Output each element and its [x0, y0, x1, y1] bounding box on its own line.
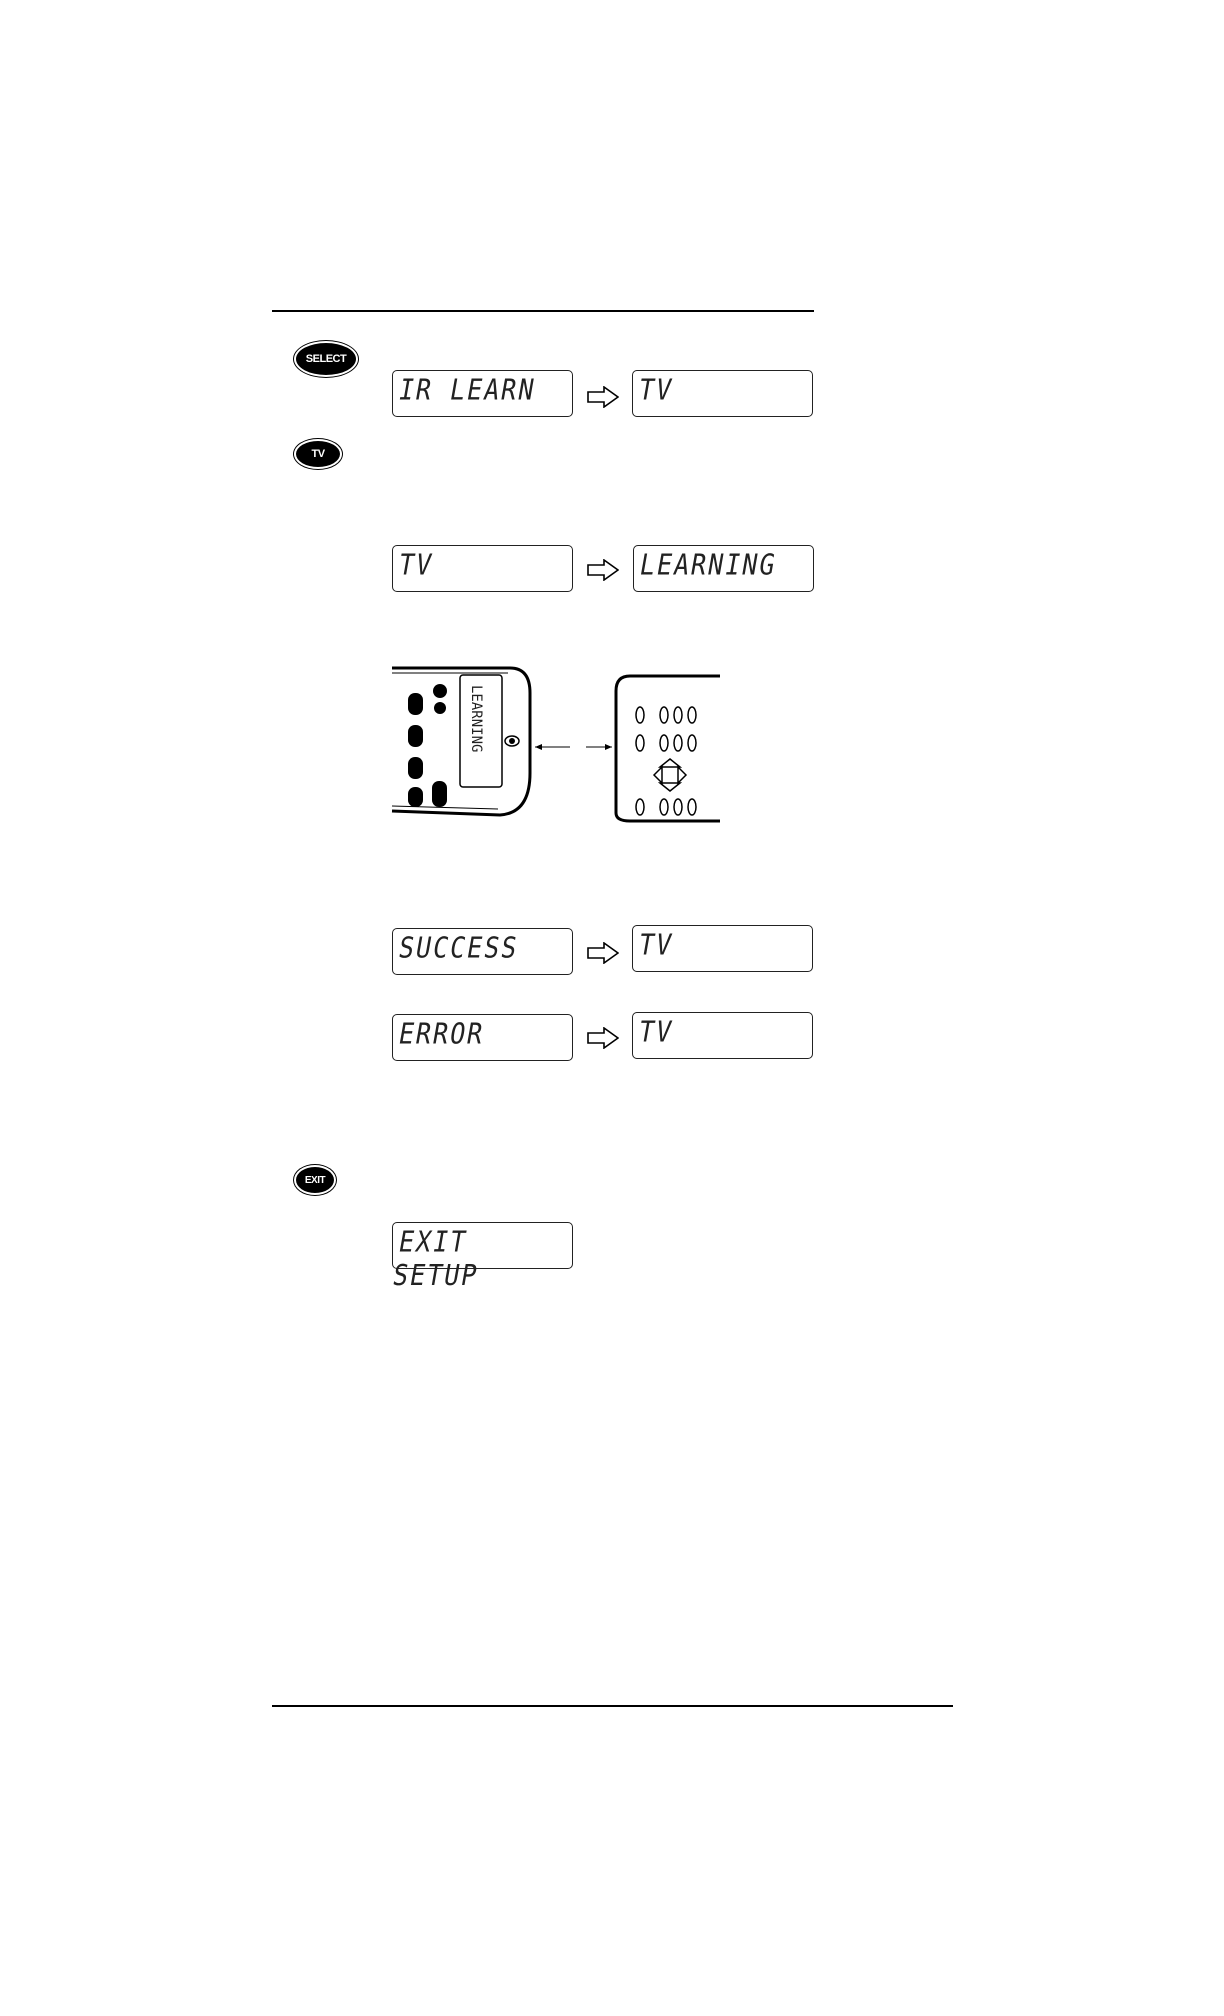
select-button[interactable]: SELECT — [294, 341, 358, 377]
display-tv — [632, 1012, 813, 1059]
display-text: IR LEARN — [396, 373, 539, 407]
display-learning — [633, 545, 814, 592]
tv-button[interactable]: TV — [294, 439, 342, 469]
display-tv — [632, 925, 813, 972]
display-text: EXIT SETUP — [390, 1225, 482, 1292]
exit-button[interactable]: EXIT — [294, 1165, 336, 1195]
display-text: TV — [636, 373, 677, 407]
display-text: ERROR — [396, 1017, 488, 1051]
right-arrow-icon — [587, 1027, 619, 1049]
display-text: TV — [636, 1015, 677, 1049]
right-arrow-icon — [587, 942, 619, 964]
top-rule — [272, 310, 814, 312]
display-text: TV — [636, 928, 677, 962]
display-text: SUCCESS — [396, 931, 522, 965]
display-ir-learn — [392, 370, 573, 417]
remote-lcd-text: LEARNING — [468, 685, 484, 753]
display-error — [392, 1014, 573, 1061]
bottom-rule — [272, 1705, 953, 1707]
display-text: TV — [396, 548, 437, 582]
learning-illustration — [390, 663, 720, 823]
right-arrow-icon — [587, 386, 619, 408]
display-tv — [392, 545, 573, 592]
right-arrow-icon — [587, 559, 619, 581]
display-exit-setup — [390, 1222, 573, 1292]
display-tv — [632, 370, 813, 417]
display-success — [392, 928, 573, 975]
display-text: LEARNING — [637, 548, 780, 582]
original-remote-body — [616, 676, 720, 821]
